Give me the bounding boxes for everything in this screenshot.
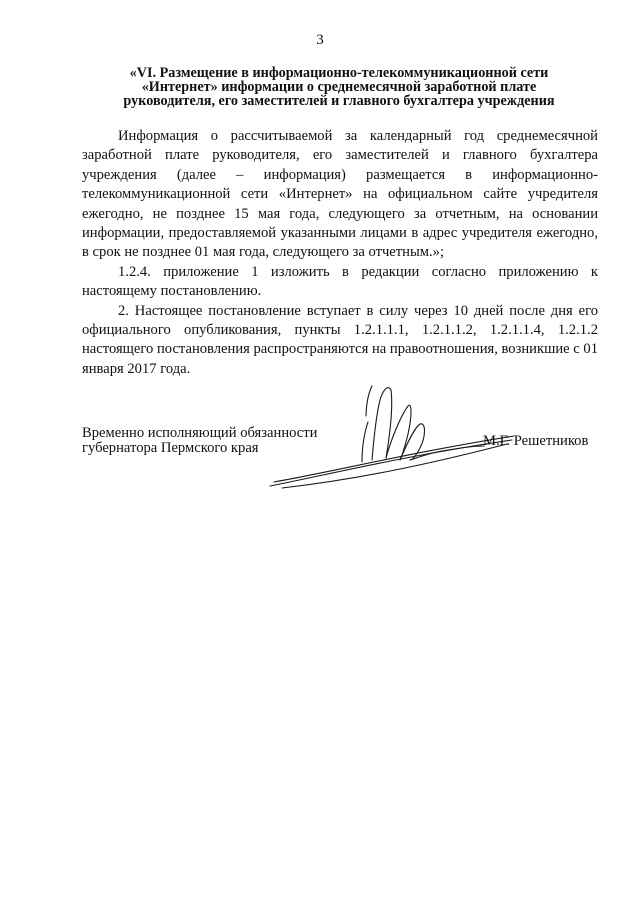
body-text [82, 127, 598, 379]
signer-name: М.Г. Решетников [483, 433, 589, 449]
signer-title-line-2: губернатора Пермского края [82, 439, 259, 456]
paragraph-2: 2. Настоящее постановление вступает в силу через 10 дней после дня его официального опубликования, пункты 1.2.1.1.1, 1.2.1.1.2, 1.2.1.1.4, 1.2.1.2 настоящего постановления распространяются на правоотношения, возникшие с 01 января 2017 года. [82, 302, 598, 377]
heading-line-3: руководителя, его заместителей и главного бухгалтера учреждения [123, 93, 555, 109]
signer-title-line-1: Временно исполняющий обязанности [82, 425, 318, 441]
paragraph-information: Информация о рассчитываемой за календарный год среднемесячной заработной плате руководителя, его заместителей и главного бухгалтера учреждения (далее – информация) размещается в информационно-телекоммуникационной сети «Интернет» на официальном сайте учредителя ежегодно, не позднее 15 мая года, следующего за отчетным, на основании информации, предоставляемой указанными лицами в адрес учредителя ежегодно, в срок не позднее 01 мая года, следующего за отчетным.»; [82, 128, 598, 261]
page-number: 3 [316, 32, 324, 48]
paragraph-1-2-4: 1.2.4. приложение 1 изложить в редакции согласно приложению к настоящему постановлению. [82, 263, 598, 300]
section-heading [82, 66, 596, 108]
heading-line-2: «Интернет» информации о среднемесячной заработной плате [141, 79, 537, 95]
heading-line-1: «VI. Размещение в информационно-телекоммуникационной сети [129, 65, 549, 81]
